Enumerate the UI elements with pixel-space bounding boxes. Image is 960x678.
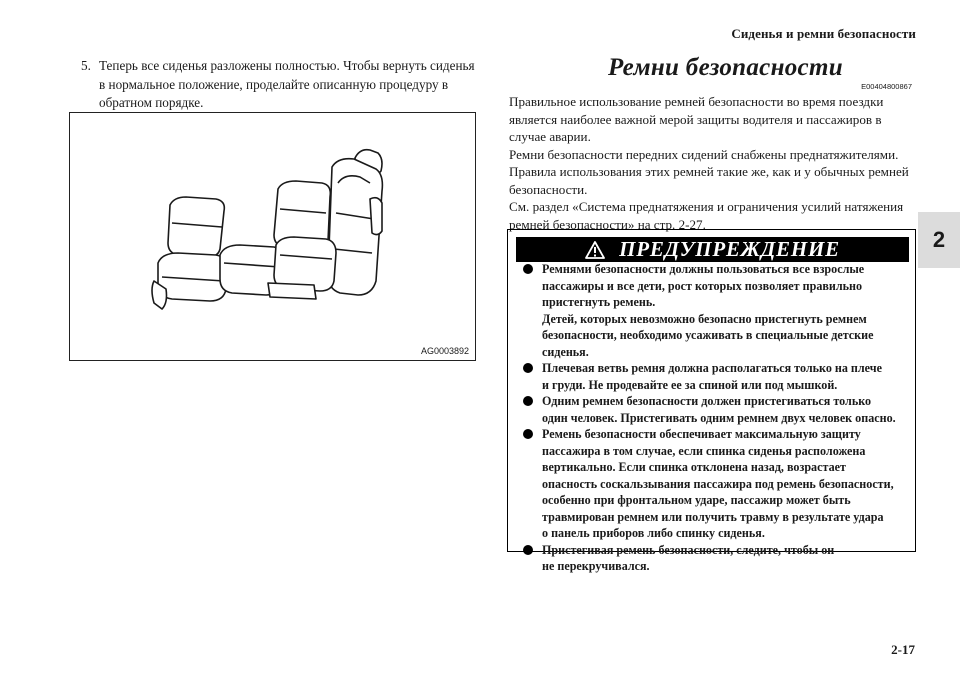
warning-item: Ремнями безопасности должны пользоваться все взрослые пассажиры и все дети, рост которых позволяет правильно пристегнуть ремень. Детей, которых невозможно безопасно пристегнуть ремнем безопасности, необходимо усаживать в специальные детские сиденья. bbox=[522, 261, 912, 360]
warning-item: Пристегивая ремень безопасности, следите, чтобы он не перекручивался. bbox=[522, 542, 912, 575]
warning-title: ПРЕДУПРЕЖДЕНИЕ bbox=[619, 237, 840, 261]
chapter-tab bbox=[918, 212, 960, 268]
warning-item: Плечевая ветвь ремня должна располагаться только на плече и груди. Не продевайте ее за спиной или под мышкой. bbox=[522, 360, 912, 393]
warning-list bbox=[522, 261, 912, 575]
step-text: Теперь все сиденья разложены полностью. Чтобы вернуть сиденья в нормальное положение, проделайте описанную процедуру в обратном порядке. bbox=[99, 58, 475, 110]
section-title: Ремни безопасности bbox=[608, 54, 843, 81]
running-header: Сиденья и ремни безопасности bbox=[731, 26, 916, 41]
warning-box bbox=[507, 229, 916, 573]
bullet-icon bbox=[523, 363, 533, 373]
bullet-icon bbox=[523, 264, 533, 274]
figure-folded-seats bbox=[69, 112, 476, 361]
step-5 bbox=[81, 57, 481, 113]
bullet-icon bbox=[523, 396, 533, 406]
paragraph: Правильное использование ремней безопасности во время поездки является наиболее важной мерой защиты водителя и пассажиров в случае аварии. bbox=[509, 94, 884, 144]
step-number: 5. bbox=[81, 58, 91, 73]
page-number: 2-17 bbox=[891, 642, 915, 657]
warning-item: Одним ремнем безопасности должен пристегиваться только один человек. Пристегивать одним ремнем двух человек опасно. bbox=[522, 393, 912, 426]
paragraph: Ремни безопасности передних сидений снабжены преднатяжителями. Правила использования этих ремней такие же, как и у обычных ремней безопасности. bbox=[509, 146, 909, 197]
bullet-icon bbox=[523, 545, 533, 555]
warning-header bbox=[516, 237, 909, 262]
paragraph: См. раздел «Система преднатяжения и ограничения усилий натяжения ремней безопасности» на стр. 2-27. bbox=[509, 199, 904, 232]
folded-seats-illustration bbox=[70, 113, 475, 360]
figure-code: AG0003892 bbox=[420, 346, 469, 356]
intro-text bbox=[509, 93, 914, 233]
chapter-number: 2 bbox=[932, 227, 946, 252]
section-code: E00404800867 bbox=[861, 82, 912, 91]
warning-triangle-icon bbox=[585, 241, 605, 259]
warning-item: Ремень безопасности обеспечивает максимальную защиту пассажира в том случае, если спинка сиденья расположена вертикально. Если спинка отклонена назад, возрастает опасность соскальзывания пассажира под ремень безопасности, особенно при фронтальном ударе, пассажир может быть травмирован ремнем или получить травму в результате удара о панель приборов либо спинку сиденья. bbox=[522, 426, 912, 542]
bullet-icon bbox=[523, 429, 533, 439]
